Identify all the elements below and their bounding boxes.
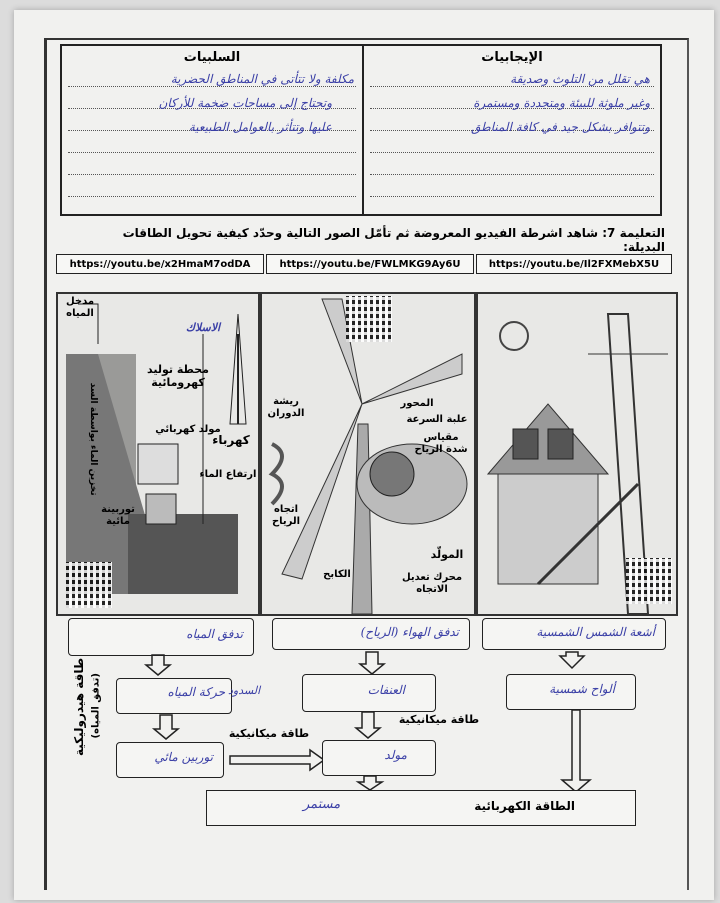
wind-step-2-hand: العنفات (367, 683, 405, 697)
hydro-source-hand: تدفق المياه (186, 627, 243, 641)
solar-step-2-hand: ألواح شمسية (549, 682, 615, 696)
negatives-line-3: عليها وتتأثر بالعوامل الطبيعية (188, 120, 332, 134)
positives-line-1: هي تقلل من التلوث وصديقة (510, 72, 650, 86)
solar-source-hand: أشعة الشمس الشمسية (536, 625, 655, 639)
electric-energy-label: الطاقة الكهربائية (474, 799, 575, 813)
positives-header: الإيجابيات (481, 50, 543, 65)
gearbox-label: علبة السرعة (406, 414, 468, 425)
electric-energy-box (206, 790, 636, 826)
positives-line-2: وغير ملوثة للبيئة ومتجددة ومستمرة (473, 96, 650, 110)
brake-label: الكابح (323, 569, 351, 580)
storage-label: تخزين الماء بواسطة السد (88, 382, 99, 496)
instruction-7: التعليمة 7: شاهد اشرطة الفيديو المعروضة ثم تأمّل الصور التالية وحدّد كيفية تحويل الطاقات البديلة: (122, 226, 665, 254)
wind-direction-label: اتجاه الرياح (271, 504, 301, 527)
wind-step-3-box (322, 740, 436, 776)
yaw-motor-label: محرك تعديل الاتجاه (401, 572, 463, 595)
station-label: محطة توليد كهرومائية (147, 363, 209, 389)
solar-step-2-box (506, 674, 636, 710)
hydro-step-2-extra: السدود (228, 684, 261, 697)
hydraulic-energy-sub: (تدفق المياه) (90, 673, 102, 739)
wind-generator-label: المولّد (430, 548, 464, 561)
blade-label: ريشة الدوران (267, 396, 305, 419)
hydro-step-3-hand: توربين مائي (154, 750, 213, 764)
hydro-hand-cables: الاسلاك (185, 321, 221, 334)
wind-step-2-box (302, 674, 436, 712)
hydro-step-3-box (116, 742, 224, 778)
wind-step-3-hand: مولد (384, 748, 407, 762)
water-inlet-label: مدخل المياه (65, 296, 95, 319)
negatives-header: السلبيات (183, 50, 241, 65)
mechanical-energy-left: طاقة ميكانيكية (228, 727, 310, 740)
axis-label: المحور (400, 398, 434, 409)
turbine-label: توربينة مائية (101, 504, 135, 527)
negatives-line-2: وتحتاج إلى مساحات ضخمة للأركان (158, 96, 332, 110)
mechanical-energy-right: طاقة ميكانيكية (398, 713, 480, 726)
wind-source-hand: تدفق الهواء (الرياح) (360, 625, 459, 639)
hydraulic-energy-label: طاقة هيدروليكية (72, 657, 87, 757)
electricity-label: كهرباء (212, 433, 250, 447)
negatives-line-1: مكلفة ولا تتأتى في المناطق الحضرية (170, 72, 354, 86)
electric-energy-hand: مستمر (303, 797, 341, 812)
generator-label: مولد كهربائي (155, 424, 221, 435)
link-wind[interactable]: https://youtu.be/FWLMKG9Ay6U (266, 254, 474, 274)
hydro-step-2-box (116, 678, 232, 714)
positives-line-3: وتتوافر بشكل جيد في كافة المناطق (471, 120, 650, 134)
link-solar[interactable]: https://youtu.be/Il2FXMebX5U (476, 254, 672, 274)
hydro-step-2-hand: حركة المياه (167, 685, 225, 699)
link-hydro[interactable]: https://youtu.be/x2HmaM7odDA (56, 254, 264, 274)
anemometer-label: مقياس شدة الرياح (414, 432, 468, 455)
height-label: ارتفاع الماء (199, 469, 257, 480)
